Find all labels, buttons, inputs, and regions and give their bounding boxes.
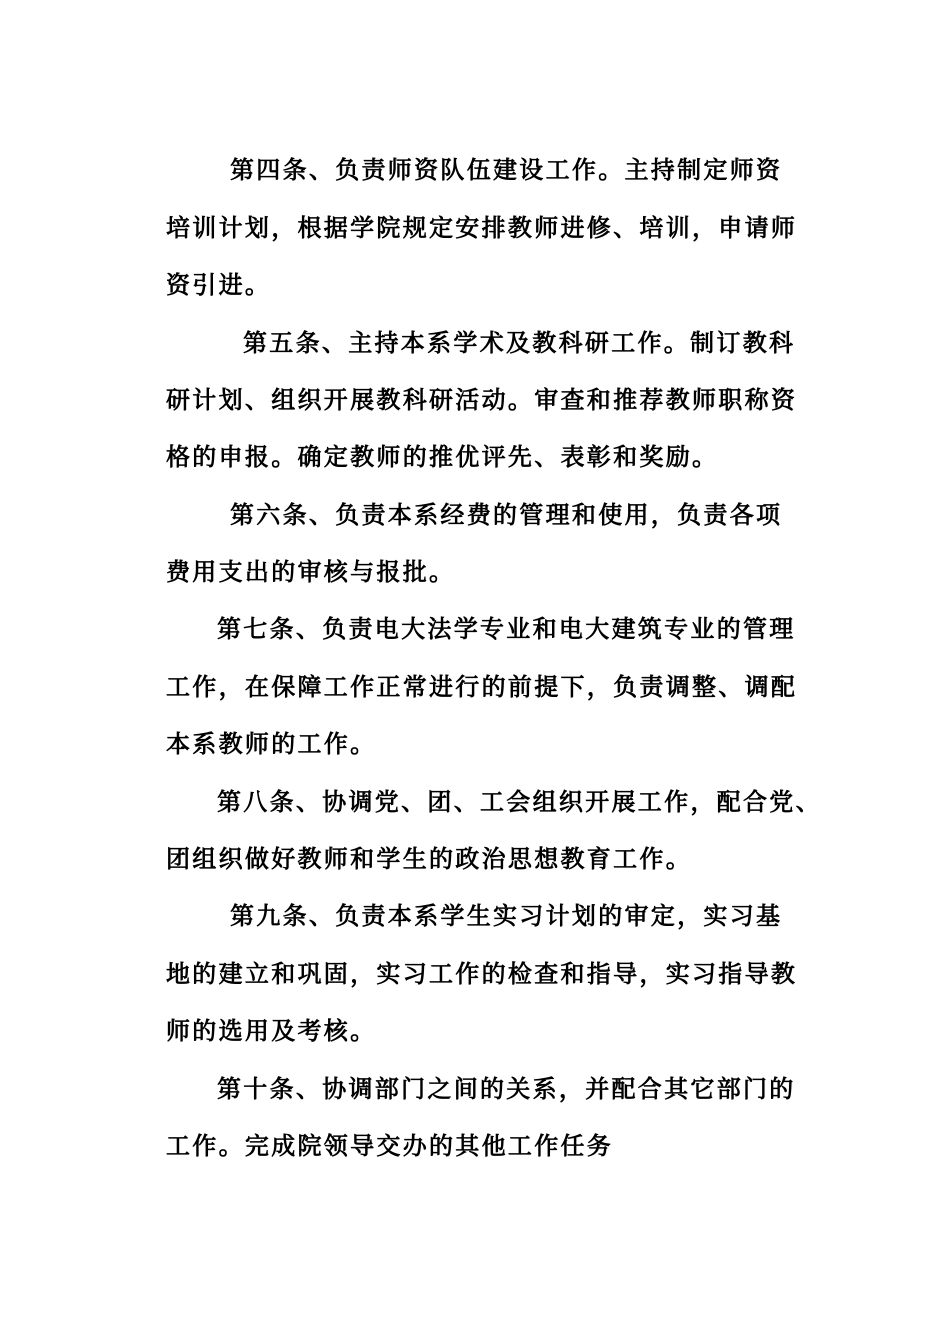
article-6-line-2: 费用支出的审核与报批。 bbox=[166, 558, 456, 586]
article-8-line-1: 第八条、协调党、团、工会组织开展工作，配合党、 bbox=[217, 788, 822, 816]
article-10-line-1: 第十条、协调部门之间的关系，并配合其它部门的 bbox=[217, 1075, 796, 1103]
article-4-line-3: 资引进。 bbox=[166, 271, 272, 299]
article-8-line-2: 团组织做好教师和学生的政治思想教育工作。 bbox=[166, 845, 692, 873]
article-7-line-2: 工作，在保障工作正常进行的前提下，负责调整、调配 bbox=[166, 673, 798, 701]
article-4-line-2: 培训计划，根据学院规定安排教师进修、培训，申请师 bbox=[166, 214, 798, 242]
article-5-line-3: 格的申报。确定教师的推优评先、表彰和奖励。 bbox=[166, 443, 719, 471]
article-7-line-1: 第七条、负责电大法学专业和电大建筑专业的管理 bbox=[217, 615, 796, 643]
article-7-line-3: 本系教师的工作。 bbox=[166, 730, 377, 758]
article-9-line-1: 第九条、负责本系学生实习计划的审定，实习基 bbox=[230, 902, 783, 930]
article-9-line-3: 师的选用及考核。 bbox=[166, 1017, 377, 1045]
article-5-line-2: 研计划、组织开展教科研活动。审查和推荐教师职称资 bbox=[166, 386, 798, 414]
article-9-line-2: 地的建立和巩固，实习工作的检查和指导，实习指导教 bbox=[166, 960, 798, 988]
article-5-line-1: 第五条、主持本系学术及教科研工作。制订教科 bbox=[243, 329, 796, 357]
article-10-line-2: 工作。完成院领导交办的其他工作任务 bbox=[166, 1132, 614, 1160]
article-4-line-1: 第四条、负责师资队伍建设工作。主持制定师资 bbox=[230, 156, 783, 184]
article-6-line-1: 第六条、负责本系经费的管理和使用，负责各项 bbox=[230, 501, 783, 529]
